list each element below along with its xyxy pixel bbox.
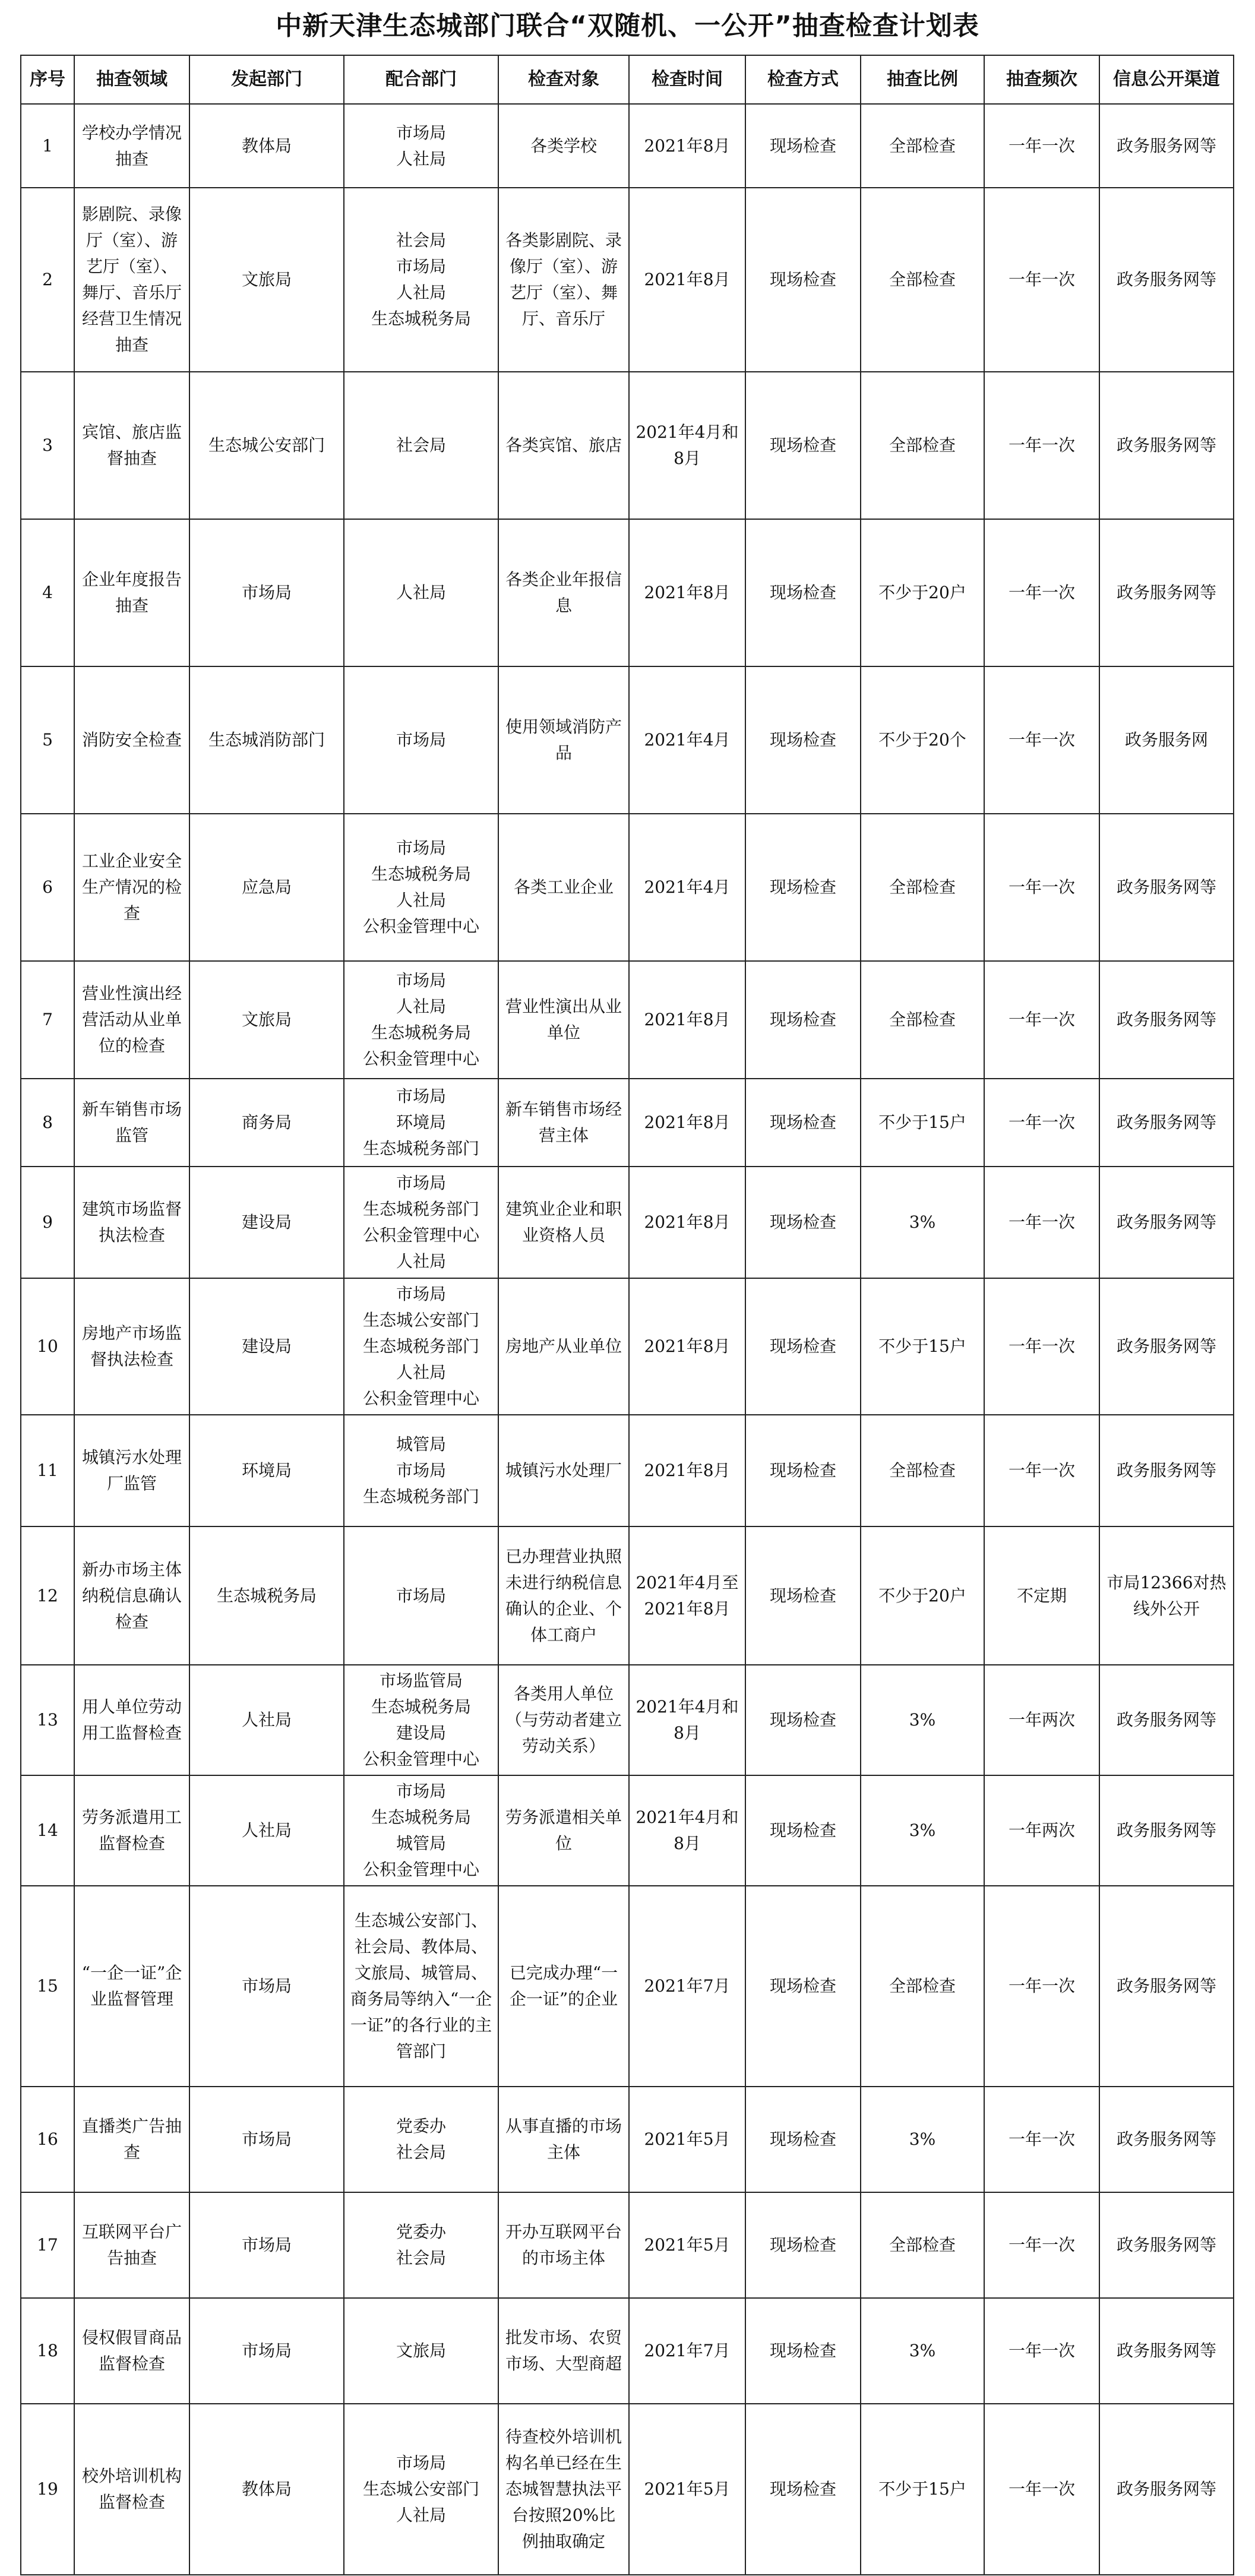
- cell-time: 2021年8月: [629, 1415, 745, 1526]
- cell-channel: 政务服务网等: [1099, 1775, 1234, 1886]
- cell-no: 14: [21, 1775, 74, 1886]
- table-row: [21, 961, 1234, 1079]
- table-row: [21, 519, 1234, 666]
- cell-time: 2021年8月: [629, 519, 745, 666]
- cell-time: 2021年7月: [629, 1886, 745, 2087]
- cell-ratio: 全部检查: [861, 814, 984, 961]
- cell-target: 各类宾馆、旅店: [498, 372, 629, 519]
- cell-field: 新办市场主体纳税信息确认检查: [74, 1526, 189, 1665]
- cell-field: 消防安全检查: [74, 666, 189, 814]
- cell-ratio: 3%: [861, 1665, 984, 1775]
- cell-channel: 政务服务网等: [1099, 2298, 1234, 2404]
- cell-no: 17: [21, 2192, 74, 2298]
- table-row: [21, 1278, 1234, 1415]
- cell-method: 现场检查: [745, 666, 861, 814]
- cell-cooperate: 城管局 市场局 生态城税务部门: [344, 1415, 498, 1526]
- cell-frequency: 一年一次: [984, 104, 1099, 188]
- cell-channel: 政务服务网等: [1099, 519, 1234, 666]
- cell-target: 房地产从业单位: [498, 1278, 629, 1415]
- cell-cooperate: 社会局 市场局 人社局 生态城税务局: [344, 188, 498, 372]
- cell-field: 用人单位劳动用工监督检查: [74, 1665, 189, 1775]
- cell-no: 8: [21, 1079, 74, 1167]
- cell-field: 互联网平台广告抽查: [74, 2192, 189, 2298]
- cell-channel: 政务服务网等: [1099, 104, 1234, 188]
- cell-target: 待查校外培训机构名单已经在生态城智慧执法平台按照20%比例抽取确定: [498, 2404, 629, 2575]
- cell-initiator: 建设局: [189, 1167, 344, 1278]
- cell-field: 校外培训机构监督检查: [74, 2404, 189, 2575]
- cell-channel: 政务服务网等: [1099, 372, 1234, 519]
- cell-field: 工业企业安全生产情况的检查: [74, 814, 189, 961]
- cell-target: 批发市场、农贸市场、大型商超: [498, 2298, 629, 2404]
- table-row: [21, 2298, 1234, 2404]
- cell-frequency: 一年两次: [984, 1665, 1099, 1775]
- cell-field: 建筑市场监督执法检查: [74, 1167, 189, 1278]
- cell-cooperate: 生态城公安部门、社会局、教体局、文旅局、城管局、商务局等纳入“一企一证”的各行业的主管部门: [344, 1886, 498, 2087]
- cell-channel: 政务服务网等: [1099, 2404, 1234, 2575]
- cell-time: 2021年5月: [629, 2087, 745, 2192]
- cell-target: 新车销售市场经营主体: [498, 1079, 629, 1167]
- cell-ratio: 3%: [861, 1167, 984, 1278]
- header-row: [21, 55, 1234, 104]
- cell-cooperate: 市场局 人社局: [344, 104, 498, 188]
- cell-channel: 政务服务网: [1099, 666, 1234, 814]
- cell-target: 已完成办理“一企一证”的企业: [498, 1886, 629, 2087]
- header-cell-method: 检查方式: [745, 55, 861, 104]
- cell-target: 劳务派遣相关单位: [498, 1775, 629, 1886]
- cell-channel: 市局12366对热线外公开: [1099, 1526, 1234, 1665]
- cell-ratio: 不少于20个: [861, 666, 984, 814]
- table-row: [21, 104, 1234, 188]
- cell-time: 2021年4月至2021年8月: [629, 1526, 745, 1665]
- cell-cooperate: 党委办 社会局: [344, 2192, 498, 2298]
- cell-initiator: 市场局: [189, 2192, 344, 2298]
- cell-target: 开办互联网平台的市场主体: [498, 2192, 629, 2298]
- cell-channel: 政务服务网等: [1099, 961, 1234, 1079]
- cell-initiator: 市场局: [189, 2087, 344, 2192]
- cell-time: 2021年8月: [629, 961, 745, 1079]
- cell-frequency: 一年一次: [984, 519, 1099, 666]
- cell-ratio: 全部检查: [861, 961, 984, 1079]
- cell-no: 11: [21, 1415, 74, 1526]
- cell-initiator: 环境局: [189, 1415, 344, 1526]
- table-row: [21, 2192, 1234, 2298]
- cell-field: 新车销售市场监管: [74, 1079, 189, 1167]
- table-body: [21, 104, 1234, 2575]
- header-cell-target: 检查对象: [498, 55, 629, 104]
- cell-initiator: 文旅局: [189, 188, 344, 372]
- table-row: [21, 372, 1234, 519]
- cell-time: 2021年4月: [629, 666, 745, 814]
- cell-initiator: 人社局: [189, 1775, 344, 1886]
- cell-time: 2021年7月: [629, 2298, 745, 2404]
- cell-ratio: 不少于15户: [861, 1278, 984, 1415]
- cell-initiator: 生态城消防部门: [189, 666, 344, 814]
- table-row: [21, 814, 1234, 961]
- cell-cooperate: 党委办 社会局: [344, 2087, 498, 2192]
- cell-no: 4: [21, 519, 74, 666]
- cell-initiator: 文旅局: [189, 961, 344, 1079]
- cell-no: 5: [21, 666, 74, 814]
- cell-cooperate: 市场局 生态城公安部门 人社局: [344, 2404, 498, 2575]
- cell-no: 12: [21, 1526, 74, 1665]
- cell-ratio: 全部检查: [861, 1886, 984, 2087]
- cell-ratio: 全部检查: [861, 188, 984, 372]
- cell-frequency: 一年一次: [984, 814, 1099, 961]
- cell-initiator: 人社局: [189, 1665, 344, 1775]
- cell-time: 2021年4月和8月: [629, 372, 745, 519]
- cell-no: 19: [21, 2404, 74, 2575]
- cell-ratio: 全部检查: [861, 1415, 984, 1526]
- cell-channel: 政务服务网等: [1099, 1167, 1234, 1278]
- cell-ratio: 不少于15户: [861, 1079, 984, 1167]
- cell-no: 9: [21, 1167, 74, 1278]
- cell-field: 城镇污水处理厂监管: [74, 1415, 189, 1526]
- cell-target: 营业性演出从业单位: [498, 961, 629, 1079]
- cell-no: 16: [21, 2087, 74, 2192]
- cell-ratio: 不少于20户: [861, 1526, 984, 1665]
- cell-cooperate: 文旅局: [344, 2298, 498, 2404]
- cell-method: 现场检查: [745, 961, 861, 1079]
- table-row: [21, 1079, 1234, 1167]
- cell-method: 现场检查: [745, 1886, 861, 2087]
- table-row: [21, 1415, 1234, 1526]
- cell-initiator: 市场局: [189, 519, 344, 666]
- cell-frequency: 一年一次: [984, 961, 1099, 1079]
- cell-time: 2021年4月和8月: [629, 1775, 745, 1886]
- cell-initiator: 生态城税务局: [189, 1526, 344, 1665]
- cell-ratio: 3%: [861, 2298, 984, 2404]
- cell-time: 2021年8月: [629, 104, 745, 188]
- cell-time: 2021年8月: [629, 1079, 745, 1167]
- cell-ratio: 3%: [861, 2087, 984, 2192]
- cell-frequency: 一年一次: [984, 1167, 1099, 1278]
- cell-ratio: 全部检查: [861, 372, 984, 519]
- cell-initiator: 市场局: [189, 1886, 344, 2087]
- cell-method: 现场检查: [745, 372, 861, 519]
- cell-cooperate: 市场局 生态城公安部门 生态城税务部门 人社局 公积金管理中心: [344, 1278, 498, 1415]
- cell-channel: 政务服务网等: [1099, 814, 1234, 961]
- cell-method: 现场检查: [745, 2298, 861, 2404]
- header-cell-field: 抽查领域: [74, 55, 189, 104]
- cell-channel: 政务服务网等: [1099, 1665, 1234, 1775]
- header-cell-ratio: 抽查比例: [861, 55, 984, 104]
- cell-method: 现场检查: [745, 814, 861, 961]
- cell-target: 已办理营业执照未进行纳税信息确认的企业、个体工商户: [498, 1526, 629, 1665]
- cell-field: 宾馆、旅店监督抽查: [74, 372, 189, 519]
- cell-cooperate: 市场局 环境局 生态城税务部门: [344, 1079, 498, 1167]
- cell-field: 营业性演出经营活动从业单位的检查: [74, 961, 189, 1079]
- cell-channel: 政务服务网等: [1099, 1079, 1234, 1167]
- cell-initiator: 建设局: [189, 1278, 344, 1415]
- cell-field: 影剧院、录像厅（室）、游艺厅（室）、舞厅、音乐厅经营卫生情况抽查: [74, 188, 189, 372]
- cell-no: 6: [21, 814, 74, 961]
- cell-frequency: 一年一次: [984, 2298, 1099, 2404]
- cell-frequency: 一年两次: [984, 1775, 1099, 1886]
- cell-cooperate: 市场局: [344, 666, 498, 814]
- cell-target: 使用领域消防产品: [498, 666, 629, 814]
- cell-time: 2021年8月: [629, 188, 745, 372]
- cell-time: 2021年5月: [629, 2192, 745, 2298]
- cell-method: 现场检查: [745, 1665, 861, 1775]
- cell-cooperate: 市场监管局 生态城税务局 建设局 公积金管理中心: [344, 1665, 498, 1775]
- cell-ratio: 3%: [861, 1775, 984, 1886]
- cell-method: 现场检查: [745, 2192, 861, 2298]
- cell-cooperate: 市场局 人社局 生态城税务局 公积金管理中心: [344, 961, 498, 1079]
- header-cell-initiator: 发起部门: [189, 55, 344, 104]
- cell-cooperate: 市场局 生态城税务局 城管局 公积金管理中心: [344, 1775, 498, 1886]
- cell-time: 2021年4月: [629, 814, 745, 961]
- cell-method: 现场检查: [745, 1167, 861, 1278]
- cell-field: 侵权假冒商品监督检查: [74, 2298, 189, 2404]
- table-row: [21, 2087, 1234, 2192]
- table-row: [21, 1526, 1234, 1665]
- cell-frequency: 一年一次: [984, 188, 1099, 372]
- cell-method: 现场检查: [745, 1526, 861, 1665]
- header-cell-channel: 信息公开渠道: [1099, 55, 1234, 104]
- table-row: [21, 666, 1234, 814]
- cell-channel: 政务服务网等: [1099, 1415, 1234, 1526]
- cell-channel: 政务服务网等: [1099, 188, 1234, 372]
- cell-cooperate: 市场局 生态城税务部门 公积金管理中心 人社局: [344, 1167, 498, 1278]
- table-row: [21, 1775, 1234, 1886]
- cell-method: 现场检查: [745, 1278, 861, 1415]
- cell-channel: 政务服务网等: [1099, 1886, 1234, 2087]
- table-row: [21, 1886, 1234, 2087]
- cell-frequency: 一年一次: [984, 1415, 1099, 1526]
- page-title: 中新天津生态城部门联合“双随机、一公开”抽查检查计划表: [276, 11, 979, 41]
- cell-cooperate: 社会局: [344, 372, 498, 519]
- header-cell-frequency: 抽查频次: [984, 55, 1099, 104]
- cell-no: 3: [21, 372, 74, 519]
- cell-no: 1: [21, 104, 74, 188]
- cell-initiator: 市场局: [189, 2298, 344, 2404]
- table-row: [21, 2404, 1234, 2575]
- cell-ratio: 全部检查: [861, 2192, 984, 2298]
- cell-time: 2021年5月: [629, 2404, 745, 2575]
- cell-target: 从事直播的市场主体: [498, 2087, 629, 2192]
- cell-frequency: 不定期: [984, 1526, 1099, 1665]
- cell-target: 各类影剧院、录像厅（室）、游艺厅（室）、舞厅、音乐厅: [498, 188, 629, 372]
- cell-initiator: 教体局: [189, 2404, 344, 2575]
- cell-initiator: 商务局: [189, 1079, 344, 1167]
- cell-method: 现场检查: [745, 1775, 861, 1886]
- cell-frequency: 一年一次: [984, 1278, 1099, 1415]
- cell-frequency: 一年一次: [984, 2087, 1099, 2192]
- cell-method: 现场检查: [745, 519, 861, 666]
- cell-field: “一企一证”企业监督管理: [74, 1886, 189, 2087]
- cell-no: 10: [21, 1278, 74, 1415]
- cell-field: 劳务派遣用工监督检查: [74, 1775, 189, 1886]
- header-cell-time: 检查时间: [629, 55, 745, 104]
- cell-initiator: 教体局: [189, 104, 344, 188]
- table-row: [21, 1167, 1234, 1278]
- cell-method: 现场检查: [745, 2404, 861, 2575]
- cell-target: 各类用人单位（与劳动者建立劳动关系）: [498, 1665, 629, 1775]
- cell-initiator: 应急局: [189, 814, 344, 961]
- cell-time: 2021年8月: [629, 1278, 745, 1415]
- cell-method: 现场检查: [745, 1079, 861, 1167]
- cell-frequency: 一年一次: [984, 1886, 1099, 2087]
- cell-field: 直播类广告抽查: [74, 2087, 189, 2192]
- cell-no: 2: [21, 188, 74, 372]
- cell-no: 13: [21, 1665, 74, 1775]
- cell-frequency: 一年一次: [984, 666, 1099, 814]
- cell-target: 建筑业企业和职业资格人员: [498, 1167, 629, 1278]
- cell-no: 18: [21, 2298, 74, 2404]
- cell-target: 各类企业年报信息: [498, 519, 629, 666]
- cell-cooperate: 人社局: [344, 519, 498, 666]
- cell-field: 学校办学情况抽查: [74, 104, 189, 188]
- cell-cooperate: 市场局: [344, 1526, 498, 1665]
- cell-method: 现场检查: [745, 2087, 861, 2192]
- header-cell-cooperate: 配合部门: [344, 55, 498, 104]
- cell-time: 2021年4月和8月: [629, 1665, 745, 1775]
- cell-method: 现场检查: [745, 188, 861, 372]
- cell-target: 城镇污水处理厂: [498, 1415, 629, 1526]
- cell-method: 现场检查: [745, 104, 861, 188]
- cell-cooperate: 市场局 生态城税务局 人社局 公积金管理中心: [344, 814, 498, 961]
- table-row: [21, 1665, 1234, 1775]
- cell-frequency: 一年一次: [984, 372, 1099, 519]
- cell-channel: 政务服务网等: [1099, 1278, 1234, 1415]
- cell-frequency: 一年一次: [984, 1079, 1099, 1167]
- cell-no: 15: [21, 1886, 74, 2087]
- cell-target: 各类工业企业: [498, 814, 629, 961]
- cell-ratio: 不少于20户: [861, 519, 984, 666]
- cell-initiator: 生态城公安部门: [189, 372, 344, 519]
- cell-frequency: 一年一次: [984, 2192, 1099, 2298]
- cell-ratio: 不少于15户: [861, 2404, 984, 2575]
- cell-ratio: 全部检查: [861, 104, 984, 188]
- header-cell-no: 序号: [21, 55, 74, 104]
- cell-channel: 政务服务网等: [1099, 2192, 1234, 2298]
- cell-no: 7: [21, 961, 74, 1079]
- table-row: [21, 188, 1234, 372]
- cell-channel: 政务服务网等: [1099, 2087, 1234, 2192]
- cell-field: 房地产市场监督执法检查: [74, 1278, 189, 1415]
- cell-frequency: 一年一次: [984, 2404, 1099, 2575]
- cell-target: 各类学校: [498, 104, 629, 188]
- cell-time: 2021年8月: [629, 1167, 745, 1278]
- inspection-plan-table: [20, 55, 1234, 2575]
- cell-field: 企业年度报告抽查: [74, 519, 189, 666]
- cell-method: 现场检查: [745, 1415, 861, 1526]
